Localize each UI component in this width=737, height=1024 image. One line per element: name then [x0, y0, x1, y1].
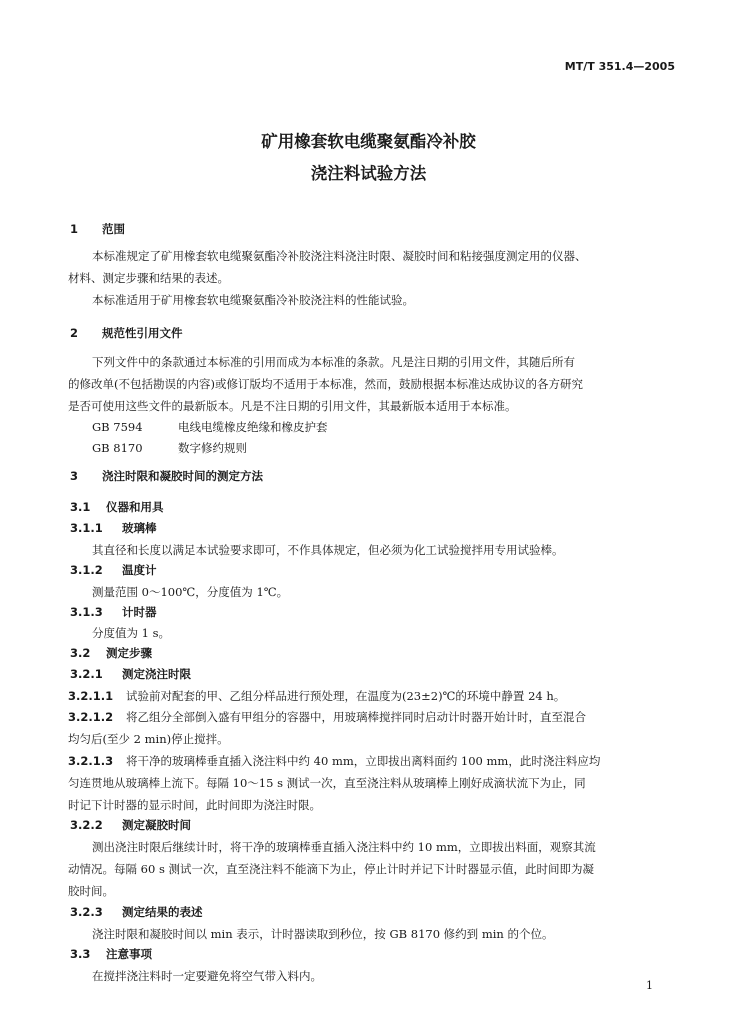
section-3-1-3-heading: 3.1.3 计时器: [70, 605, 157, 619]
s1-para1-line2: 材料、测定步骤和结果的表述。: [68, 271, 229, 285]
section-3-2-1-heading: 3.2.1 测定浇注时限: [70, 667, 191, 681]
section-3-3-heading: 3.3 注意事项: [70, 947, 152, 961]
standard-number: MT/T 351.4—2005: [564, 60, 675, 73]
page-number: 1: [646, 979, 653, 992]
s3213-line2: 匀连贯地从玻璃棒上流下。每隔 10～15 s 测试一次，直至浇注料从玻璃棒上刚好成滴状流下为止，同: [68, 776, 586, 790]
s322-line1: 测出浇注时限后继续计时，将干净的玻璃棒垂直插入浇注料中约 10 mm，立即拔出料面，观察其流: [92, 840, 596, 854]
s322-line2: 动情况。每隔 60 s 测试一次，直至浇注料不能滴下为止，停止计时并记下计时器显示值，此时间即为凝: [68, 862, 594, 876]
s2-para-line3: 是否可使用这些文件的最新版本。凡是不注日期的引用文件，其最新版本适用于本标准。: [68, 399, 517, 413]
section-3-1-2-heading: 3.1.2 温度计: [70, 563, 157, 577]
reference-item: GB 8170 数字修约规则: [92, 441, 247, 455]
s323-text: 浇注时限和凝胶时间以 min 表示，计时器读取到秒位，按 GB 8170 修约到 min 的个位。: [92, 927, 554, 941]
s3212-line1: 3.2.1.2 将乙组分全部倒入盛有甲组分的容器中，用玻璃棒搅拌同时启动计时器开始计时，直至混合: [68, 710, 586, 724]
s1-para1-line1: 本标准规定了矿用橡套软电缆聚氨酯冷补胶浇注料浇注时限、凝胶时间和粘接强度测定用的仪器、: [92, 249, 587, 263]
section-3-heading: 3 浇注时限和凝胶时间的测定方法: [70, 469, 263, 483]
s2-para-line2: 的修改单(不包括勘误的内容)或修订版均不适用于本标准，然而，鼓励根据本标准达成协议的各方研究: [68, 377, 583, 391]
s3212-line2: 均匀后(至少 2 min)停止搅拌。: [68, 732, 229, 746]
document-title-line1: 矿用橡套软电缆聚氨酯冷补胶: [261, 132, 476, 151]
section-3-2-heading: 3.2 测定步骤: [70, 646, 152, 660]
section-3-1-1-heading: 3.1.1 玻璃棒: [70, 521, 157, 535]
s311-text: 其直径和长度以满足本试验要求即可，不作具体规定，但必须为化工试验搅拌用专用试验棒。: [92, 543, 564, 557]
s33-text: 在搅拌浇注料时一定要避免将空气带入料内。: [92, 969, 322, 983]
document-title-line2: 浇注料试验方法: [310, 164, 427, 183]
s322-line3: 胶时间。: [68, 884, 114, 898]
section-2-heading: 2 规范性引用文件: [70, 326, 183, 340]
s3213-line3: 时记下计时器的显示时间，此时间即为浇注时限。: [68, 798, 321, 812]
section-3-2-2-heading: 3.2.2 测定凝胶时间: [70, 818, 191, 832]
reference-item: GB 7594 电线电缆橡皮绝缘和橡皮护套: [92, 420, 328, 434]
section-1-heading: 1 范围: [70, 222, 125, 236]
s3213-line1: 3.2.1.3 将干净的玻璃棒垂直插入浇注料中约 40 mm，立即拔出离料面约 100 mm，此时浇注料应均: [68, 754, 601, 768]
s1-para2: 本标准适用于矿用橡套软电缆聚氨酯冷补胶浇注料的性能试验。: [92, 293, 414, 307]
s313-text: 分度值为 1 s。: [92, 626, 171, 640]
s3211-text: 3.2.1.1 试验前对配套的甲、乙组分样品进行预处理，在温度为(23±2)℃的环境中静置 24 h。: [68, 689, 566, 703]
section-3-2-3-heading: 3.2.3 测定结果的表述: [70, 905, 203, 919]
section-3-1-heading: 3.1 仪器和用具: [70, 500, 164, 514]
s312-text: 测量范围 0～100℃，分度值为 1℃。: [92, 585, 289, 599]
s2-para-line1: 下列文件中的条款通过本标准的引用而成为本标准的条款。凡是注日期的引用文件，其随后所有: [92, 355, 575, 369]
